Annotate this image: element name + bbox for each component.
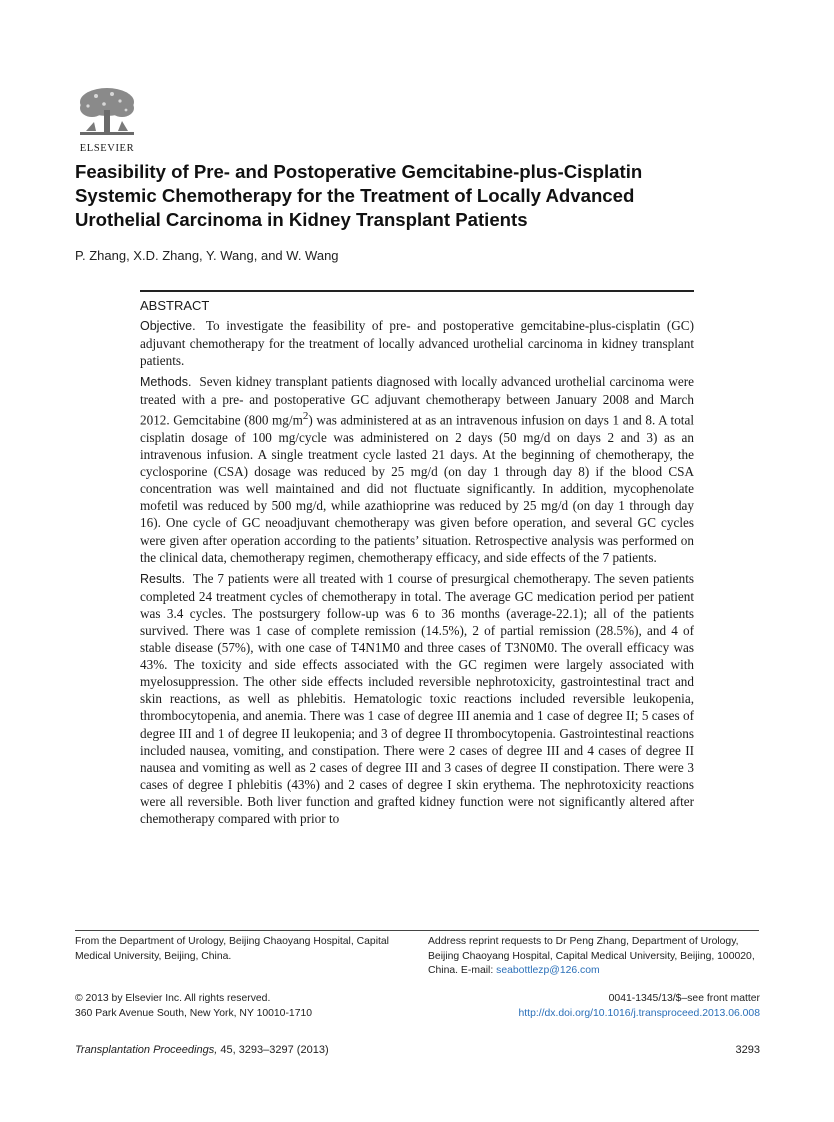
- issn-line: 0041-1345/13/$–see front matter: [608, 993, 760, 1004]
- author-email-link[interactable]: seabottlezp@126.com: [496, 965, 600, 976]
- objective-label: Objective.: [140, 319, 196, 333]
- copyright-block: [75, 992, 415, 1021]
- footnote-divider: [75, 930, 759, 931]
- reprint-text: Address reprint requests to Dr Peng Zhang, Department of Urology, Beijing Chaoyang Hospital, Capital Medical University, Beijing, 100020, China. E-mail:: [428, 936, 755, 976]
- journal-name: Transplantation Proceedings,: [75, 1044, 218, 1056]
- results-label: Results.: [140, 571, 186, 586]
- journal-issue: 45, 3293–3297 (2013): [220, 1044, 329, 1056]
- publisher-logo: [74, 84, 140, 154]
- reprint-footnote: [428, 935, 760, 979]
- abstract-heading: ABSTRACT: [140, 298, 210, 313]
- article-authors: P. Zhang, X.D. Zhang, Y. Wang, and W. Wang: [75, 248, 339, 263]
- article-title: Feasibility of Pre- and Postoperative Gemcitabine-plus-Cisplatin Systemic Chemotherapy for the Treatment of Locally Advanced Urothelial Carcinoma in Kidney Transplant Patients: [75, 161, 643, 230]
- journal-citation: [75, 1044, 329, 1056]
- abstract-section: [140, 290, 694, 831]
- page-number: 3293: [735, 1044, 760, 1056]
- issn-block: [430, 992, 760, 1021]
- publisher-name: ELSEVIER: [79, 143, 135, 154]
- affiliation-footnote: From the Department of Urology, Beijing Chaoyang Hospital, Capital Medical University, Beijing, China.: [75, 936, 389, 962]
- results-text: The 7 patients were all treated with 1 course of presurgical chemotherapy. The seven patients completed 24 treatment cycles of chemotherapy in total. The average GC medication period per patient was 3.4 cycles. The postsurgery follow-up was 6 to 36 months (average-22.1); all of the patients survived. There was 1 case of complete remission (14.5%), 2 of partial remission (28.5%), and 4 of stable disease (57%), with one case of T4N1M0 and three cases of T3N0M0. The overall efficacy was 43%. The toxicity and side effects associated with the GC regimen were largely associated with myelosuppression. The other side effects included reversible nephrotoxicity, gastrointestinal tract and skin reactions, as well as phlebitis. Hematologic toxic reactions included reversible leukopenia, thrombocytopenia, and anemia. There was 1 case of degree III anemia and 1 case of degree II; 5 cases of degree III and 1 of degree II leukopenia; and 3 of degree II thrombocytopenia. Gastrointestinal reactions included nausea, vomiting, and constipation. There were 2 cases of degree III and 4 cases of degree II nausea and vomiting as well as 2 cases of degree III and 3 cases of degree II constipation. There were 3 cases of degree I phlebitis (43%) and 2 cases of degree I skin erythema. The nephrotoxicity reactions were all reversible. Both liver function and grafted kidney function were not significantly altered after chemotherapy compared with prior to: [140, 570, 694, 827]
- doi-link[interactable]: http://dx.doi.org/10.1016/j.transproceed.2013.06.008: [518, 1007, 760, 1019]
- methods-text-1: Seven kidney transplant patients diagnosed with locally advanced urothelial carcinoma were treated with a pre- and postoperative GC adjuvant chemotherapy between January 2008 and March 2012. Gemcitabine (800 mg/m: [140, 374, 694, 428]
- copyright-line: © 2013 by Elsevier Inc. All rights reserved.: [75, 993, 271, 1004]
- objective-text: To investigate the feasibility of pre- and postoperative gemcitabine-plus-cisplatin (GC) adjuvant chemotherapy for the treatment of locally advanced urothelial carcinoma in kidney transplant patients.: [140, 318, 694, 369]
- elsevier-tree-icon: [74, 84, 140, 140]
- abstract-results: [140, 570, 694, 827]
- methods-label: Methods.: [140, 375, 192, 390]
- methods-text-2: ) was administered at as an intravenous infusion on days 1 and 8. A total cisplatin dosage of 100 mg/cycle was administered on 2 days (50 mg/d on days 2 and 3) as an intravenous infusion. A single treatment cycle lasted 21 days. At the beginning of chemotherapy, the cyclosporine (CSA) dosage was reduced by 25 mg/d (on day 1 through day 8) if the blood CSA concentration was well maintained and did not fluctuate significantly. In addition, mycophenolate mofetil was reduced by 500 mg/d, while azathioprine was reduced by 25 mg/d (on day 1 through day 16). One cycle of GC neoadjuvant chemotherapy was given before operation, and several GC cycles were given after operation according to the patients’ situation. Retrospective analysis was performed on the clinical data, chemotherapy regimen, chemotherapy efficacy, and side effects of the 7 patients.: [140, 412, 694, 565]
- methods-superscript: 2: [302, 410, 309, 423]
- abstract-methods: [140, 373, 694, 565]
- abstract-objective: [140, 317, 694, 369]
- publisher-address: 360 Park Avenue South, New York, NY 10010-1710: [75, 1007, 313, 1019]
